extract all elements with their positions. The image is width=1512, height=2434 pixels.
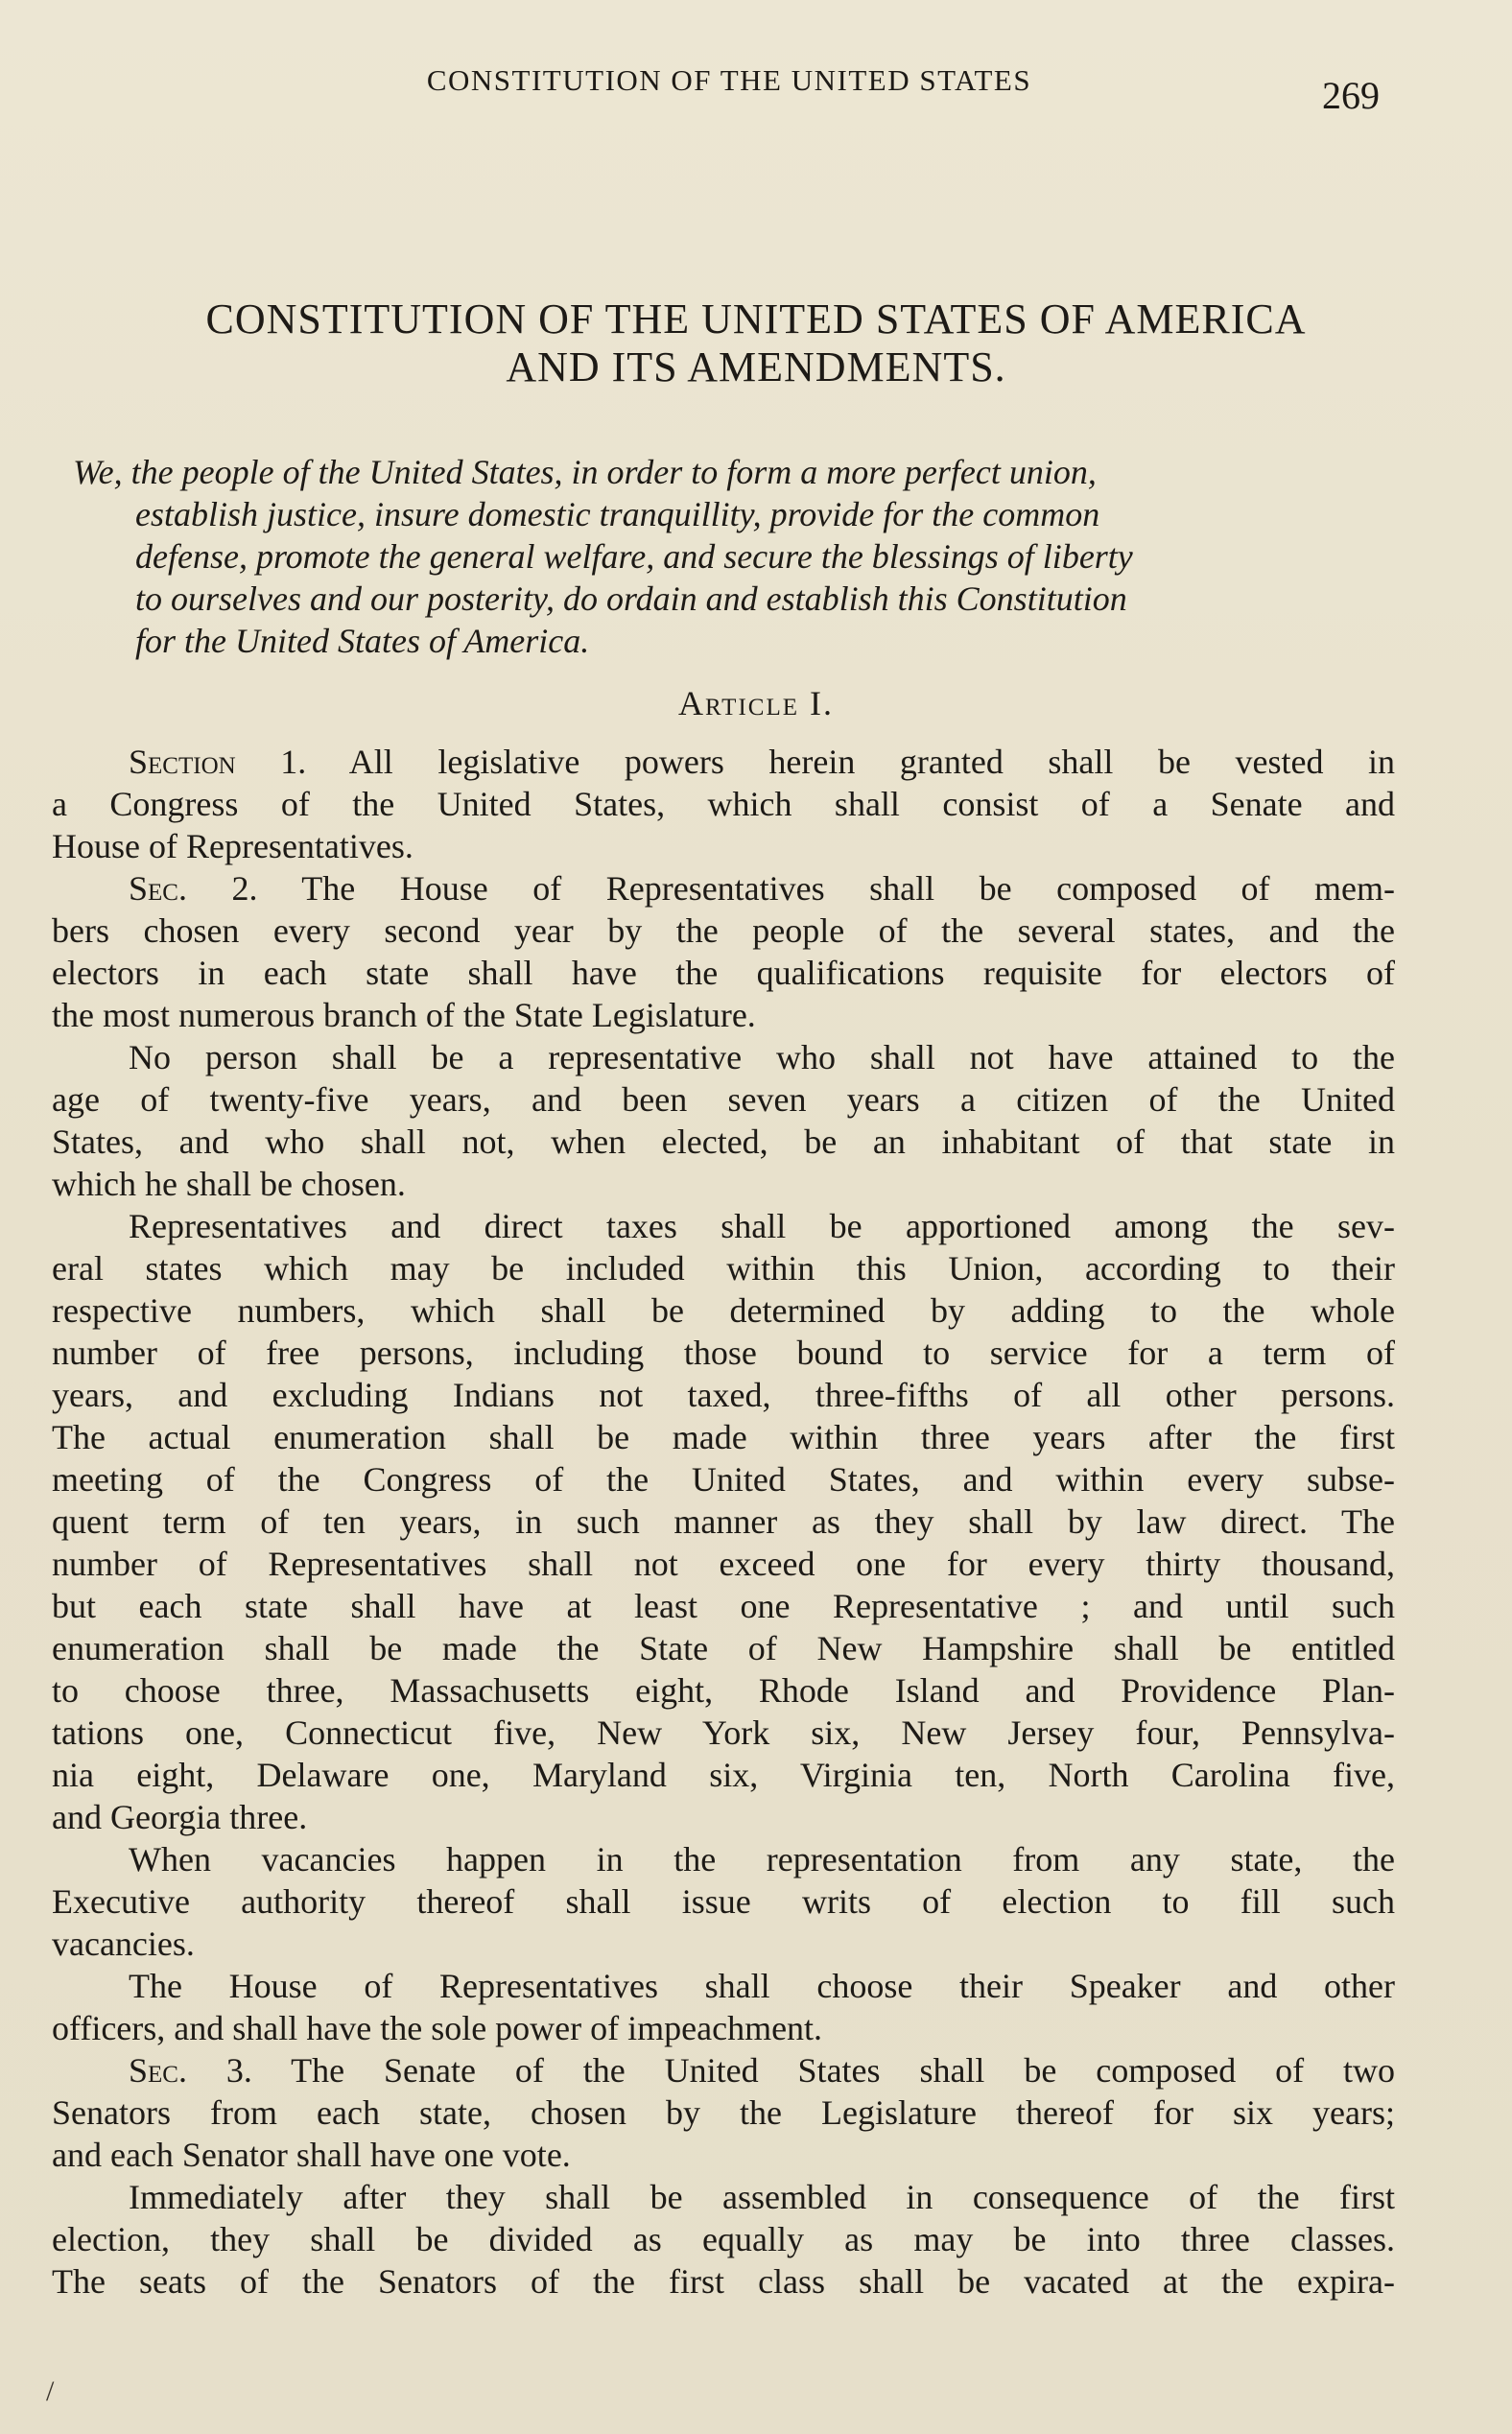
body-line (52, 1880, 1395, 1923)
preamble-line: We, the people of the United States, in order to form a more perfect union, (73, 453, 1097, 491)
article-body (52, 741, 1395, 2303)
title-line-2: AND ITS AMENDMENTS. (506, 343, 1006, 390)
page-number: 269 (1322, 74, 1380, 117)
section-label: Sec. 3. (129, 2051, 252, 2090)
body-line (52, 910, 1395, 952)
body-line-text: The actual enumeration shall be made within three years after the first (52, 1418, 1395, 1456)
body-line-text: vacancies. (52, 1925, 195, 1963)
body-line-text: age of twenty-five years, and been seven years a citizen of the United (52, 1080, 1395, 1119)
body-line-text: meeting of the Congress of the United States, and within every subse- (52, 1460, 1395, 1499)
body-line-text: election, they shall be divided as equally as may be into three classes. (52, 2220, 1395, 2258)
body-line-text: and each Senator shall have one vote. (52, 2136, 571, 2174)
body-line-text: Immediately after they shall be assembled in consequence of the first (129, 2178, 1395, 2216)
body-line (52, 1923, 1395, 1965)
body-line-text: Senators from each state, chosen by the Legislature thereof for six years; (52, 2093, 1395, 2132)
body-line (52, 2134, 1395, 2176)
body-line (52, 1247, 1395, 1289)
body-line-text: but each state shall have at least one Representative ; and until such (52, 1587, 1395, 1625)
preamble-line: establish justice, insure domestic tranquillity, provide for the common (135, 495, 1100, 533)
body-line (52, 2260, 1395, 2303)
body-line (52, 1374, 1395, 1416)
body-line (52, 2176, 1395, 2218)
body-line-text: electors in each state shall have the qualifications requisite for electors of (52, 954, 1395, 992)
body-line-text: Representatives and direct taxes shall be apportioned among the sev- (129, 1207, 1395, 1245)
body-line (52, 783, 1395, 825)
body-line (52, 741, 1395, 783)
title-line-1: CONSTITUTION OF THE UNITED STATES OF AMERICA (205, 295, 1307, 343)
body-line-text: which he shall be chosen. (52, 1165, 406, 1203)
body-line-text: the most numerous branch of the State Legislature. (52, 996, 756, 1034)
body-line-text: a Congress of the United States, which shall consist of a Senate and (52, 785, 1395, 823)
body-line-text: officers, and shall have the sole power of impeachment. (52, 2009, 823, 2047)
body-line (52, 1796, 1395, 1838)
article-heading: Article I. (678, 684, 834, 722)
body-line (52, 2049, 1395, 2091)
body-line-text: eral states which may be included within this Union, according to their (52, 1249, 1395, 1288)
preamble-line: for the United States of America. (135, 622, 590, 660)
body-line (52, 2091, 1395, 2134)
body-line-text: When vacancies happen in the representation from any state, the (129, 1840, 1395, 1879)
body-line-text: bers chosen every second year by the people of the several states, and the (52, 911, 1395, 950)
body-line-text: No person shall be a representative who shall not have attained to the (129, 1038, 1395, 1076)
body-line-text: States, and who shall not, when elected, be an inhabitant of that state in (52, 1122, 1395, 1161)
body-line-text: The House of Representatives shall be composed of mem- (257, 869, 1396, 908)
body-line (52, 2218, 1395, 2260)
body-line (52, 867, 1395, 910)
body-line-text: nia eight, Delaware one, Maryland six, Virginia ten, North Carolina five, (52, 1756, 1395, 1794)
body-line (52, 1289, 1395, 1332)
body-line (52, 2007, 1395, 2049)
body-line-text: years, and excluding Indians not taxed, three-fifths of all other persons. (52, 1376, 1395, 1414)
body-line (52, 1205, 1395, 1247)
body-line (52, 1627, 1395, 1669)
body-line (52, 1712, 1395, 1754)
preamble-line: to ourselves and our posterity, do ordain and establish this Constitution (135, 579, 1127, 618)
body-line (52, 1965, 1395, 2007)
body-line (52, 1669, 1395, 1712)
body-line (52, 1543, 1395, 1585)
body-line-text: All legislative powers herein granted shall be vested in (306, 743, 1396, 781)
body-line-text: The Senate of the United States shall be composed of two (251, 2051, 1395, 2090)
body-line-text: respective numbers, which shall be determined by adding to the whole (52, 1291, 1395, 1330)
body-line (52, 994, 1395, 1036)
body-line (52, 1754, 1395, 1796)
body-line-text: The House of Representatives shall choose their Speaker and other (129, 1967, 1395, 2005)
body-line (52, 1332, 1395, 1374)
running-head: CONSTITUTION OF THE UNITED STATES (426, 63, 1032, 97)
stray-mark: / (46, 2375, 55, 2407)
body-line-text: quent term of ten years, in such manner as they shall by law direct. The (52, 1502, 1395, 1541)
body-line (52, 1078, 1395, 1121)
body-line (52, 825, 1395, 867)
body-line-text: tations one, Connecticut five, New York six, New Jersey four, Pennsylva- (52, 1713, 1395, 1752)
document-title (38, 295, 1474, 391)
body-line-text: and Georgia three. (52, 1798, 308, 1836)
body-line-text: number of Representatives shall not exceed one for every thirty thousand, (52, 1545, 1395, 1583)
body-line (52, 952, 1395, 994)
body-line-text: to choose three, Massachusetts eight, Rhode Island and Providence Plan- (52, 1671, 1395, 1710)
preamble (73, 451, 1397, 662)
body-line (52, 1036, 1395, 1078)
body-line (52, 1501, 1395, 1543)
body-line (52, 1163, 1395, 1205)
body-line (52, 1416, 1395, 1458)
body-line-text: enumeration shall be made the State of New Hampshire shall be entitled (52, 1629, 1395, 1667)
section-label: Sec. 2. (129, 869, 258, 908)
body-line (52, 1121, 1395, 1163)
preamble-line: defense, promote the general welfare, and secure the blessings of liberty (135, 537, 1133, 576)
section-label: Section 1. (129, 743, 307, 781)
body-line (52, 1458, 1395, 1501)
body-line-text: Executive authority thereof shall issue writs of election to fill such (52, 1882, 1395, 1921)
body-line (52, 1585, 1395, 1627)
body-line-text: House of Representatives. (52, 827, 413, 865)
body-line-text: number of free persons, including those bound to service for a term of (52, 1334, 1395, 1372)
body-line-text: The seats of the Senators of the first class shall be vacated at the expira- (52, 2262, 1395, 2301)
body-line (52, 1838, 1395, 1880)
